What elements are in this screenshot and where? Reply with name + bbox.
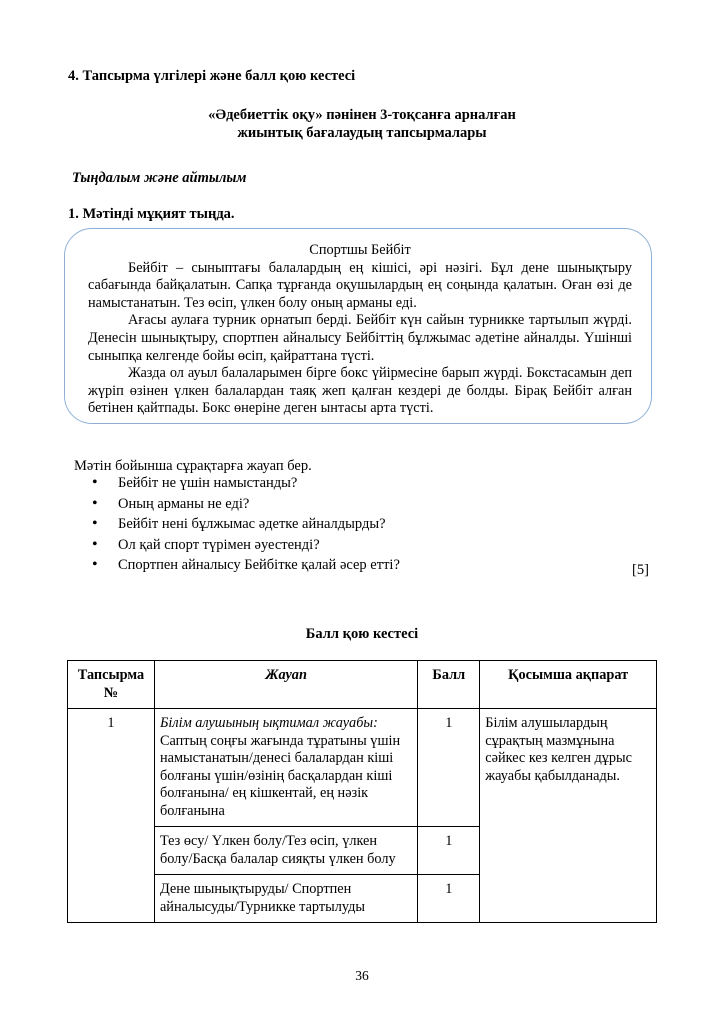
cell-score: 1 [418, 827, 480, 875]
header-extra-info: Қосымша ақпарат [480, 661, 657, 709]
header-task-no: Тапсырма № [68, 661, 155, 709]
cell-task-no: 1 [68, 709, 155, 923]
table-title: Балл қою кестесі [305, 626, 419, 642]
header-answer [154, 661, 417, 709]
answer-label: Білім алушының ықтимал жауабы: [159, 715, 378, 731]
story-title: Спортшы Бейбіт [309, 242, 411, 258]
document-title-line2: жиынтық бағалаудың тапсырмалары [237, 125, 487, 141]
story-paragraph: Ағасы аулаға турник орнатып берді. Бейбіт күн сайын турникке тартылып жүрді. Денесін шынықтыру, спортпен айналысу Бейбіттің бұлжымас әдетіне айналды. Үшінші сыныпқа келгенде бойы өсіп, қайраттана түсті. [88, 312, 632, 364]
header-score: Балл [418, 661, 480, 709]
answer-text: Саптың соңғы жағында тұратыны үшін намыстанатын/денесі балалардан кіші болғаны үшін/өзінің басқалардан кіші болғанына/ ең кішкентай, ең нәзік болғанына [159, 732, 401, 819]
question-item: • Спортпен айналысу Бейбітке қалай әсер етті? [92, 555, 400, 576]
cell-answer: Дене шынықтыруды/ Спортпен айналысуды/Турникке тартылуды [154, 875, 417, 923]
subsection-heading: Тыңдалым және айтылым [72, 170, 247, 186]
document-title [0, 106, 724, 142]
section-heading: 4. Тапсырма үлгілері және балл қою кестесі [68, 68, 356, 84]
document-title-line1: «Әдебиеттік оқу» пәнінен 3-тоқсанға арналған [208, 107, 516, 123]
max-score: [5] [632, 562, 649, 578]
task-instruction: 1. Мәтінді мұқият тыңда. [68, 206, 235, 222]
grading-table [67, 660, 657, 923]
table-row [68, 709, 657, 827]
story-text [88, 242, 632, 418]
question-item: • Бейбіт не үшін намыстанды? [92, 473, 400, 494]
question-item: • Оның арманы не еді? [92, 494, 400, 515]
story-paragraph: Жазда ол ауыл балаларымен бірге бокс үйірмесіне барып жүрді. Бокстасамын деп жүріп өзінен үлкен балалардан таяқ жеп қалған кездері де болды. Бірақ Бейбіт алған бетінен қайтпады. Бокс өнеріне деген ынтасы арта түсті. [88, 365, 632, 417]
questions-list [92, 473, 400, 576]
table-header-row [68, 661, 657, 709]
page-number: 36 [355, 968, 369, 983]
questions-instruction: Мәтін бойынша сұрақтарға жауап бер. [74, 458, 312, 474]
story-paragraph: Бейбіт – сыныптағы балалардың ең кішісі, әрі нәзігі. Бұл дене шынықтыру сабағында байқалатын. Сапқа тұрғанда оқушылардың ең соңында қалатын. Оған өзі де намыстанатын. Тез өсіп, үлкен болу оның арманы еді. [88, 259, 632, 311]
header-answer-label: Жауап [265, 667, 307, 683]
cell-score: 1 [418, 709, 480, 827]
cell-score: 1 [418, 875, 480, 923]
cell-extra-info: Білім алушылардың сұрақтың мазмұнына сәйкес кез келген дұрыс жауабы қабылданады. [480, 709, 657, 923]
question-item: • Ол қай спорт түрімен әуестенді? [92, 535, 400, 556]
cell-answer: Тез өсу/ Үлкен болу/Тез өсіп, үлкен болу/Басқа балалар сияқты үлкен болу [154, 827, 417, 875]
question-item: • Бейбіт нені бұлжымас әдетке айналдырды? [92, 514, 400, 535]
cell-answer [154, 709, 417, 827]
